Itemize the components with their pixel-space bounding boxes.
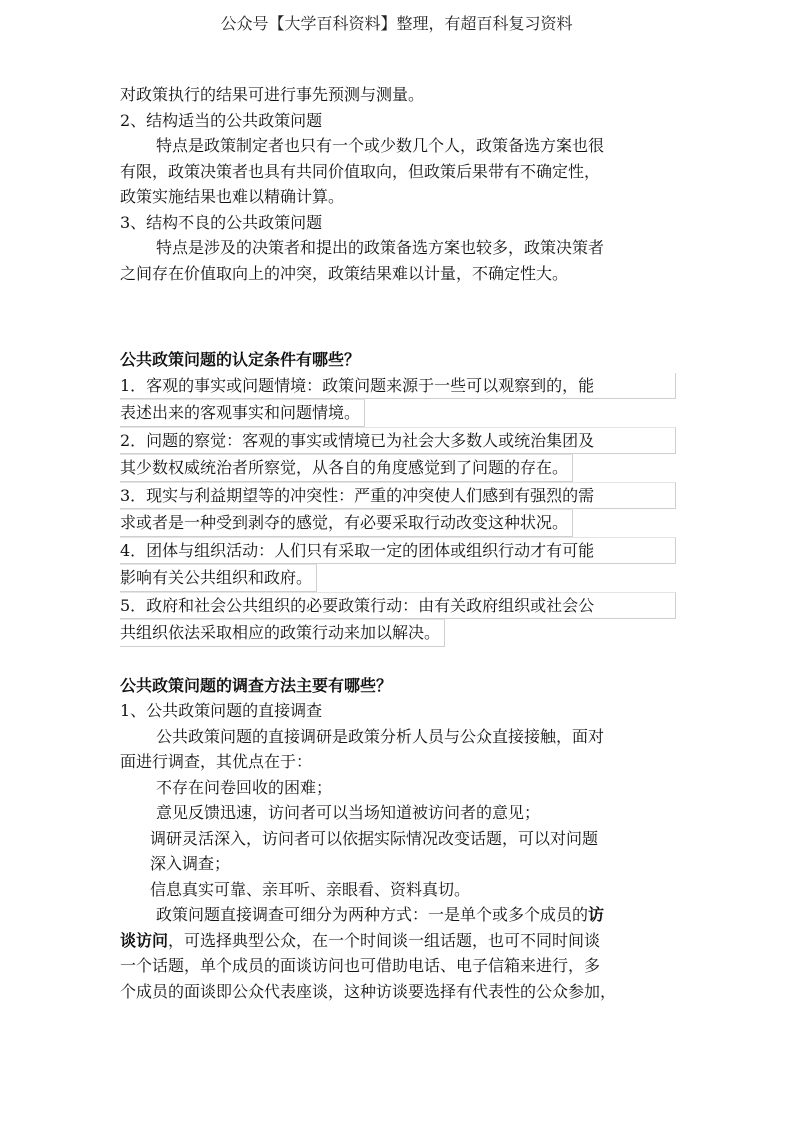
page-header: 公众号【大学百科资料】整理，有超百科复习资料 [220, 14, 573, 33]
paragraph-text: ，可选择典型公众，在一个时间谈一组话题，也可不同时间谈 [168, 930, 601, 950]
paragraph-line: 之间存在价值取向上的冲突，政策结果难以计量，不确定性大。 [120, 263, 569, 283]
paragraph-line: 面进行调查，其优点在于： [120, 752, 313, 771]
paragraph-line [120, 902, 676, 928]
paragraph-line: 对政策执行的结果可进行事先预测与测量。 [120, 85, 425, 104]
paragraph-line [120, 928, 676, 954]
list-item: 调研灵活深入，访问者可以依据实际情况改变话题，可以对问题 [150, 828, 599, 848]
list-item-text: 影响有关公共组织和政府。 [120, 564, 317, 592]
list-item: 1．客观的事实或问题情境：政策问题来源于一些可以观察到的，能 [120, 373, 676, 400]
paragraph-line: 特点是政策制定者也只有一个或少数几个人，政策备选方案也很 [156, 136, 605, 155]
list-item [120, 619, 676, 647]
list-item-text: 共组织依法采取相应的政策行动来加以解决。 [120, 619, 445, 647]
list-item: 3．现实与利益期望等的冲突性：严重的冲突使人们感到有强烈的需 [120, 482, 676, 510]
list-item-text: 表述出来的客观事实和问题情境。 [120, 399, 365, 427]
paragraph-line: 特点是涉及的决策者和提出的政策备选方案也较多，政策决策者 [156, 238, 605, 257]
list-item: 2．问题的察觉：客观的事实或情境已为社会大多数人或统治集团及 [120, 427, 676, 455]
subheading: 1、公共政策问题的直接调查 [120, 701, 323, 720]
section-title: 公共政策问题的认定条件有哪些？ [120, 350, 361, 369]
section-identification-conditions [120, 347, 676, 647]
list-item: 意见反馈迅速，访问者可以当场知道被访问者的意见； [156, 803, 541, 822]
paragraph-line: 政策实施结果也难以精确计算。 [120, 187, 345, 206]
subheading: 3、结构不良的公共政策问题 [120, 212, 323, 232]
list-item [120, 454, 676, 482]
paragraph-line: 个成员的面谈即公众代表座谈，这种访谈要选择有代表性的公众参加， [120, 981, 617, 1001]
paragraph-line: 有限，政策决策者也具有共同价值取向，但政策后果带有不确定性， [120, 161, 601, 181]
paragraph-line: 一个话题，单个成员的面谈访问也可借助电话、电子信箱来进行，多 [120, 956, 601, 975]
bold-term: 访 [588, 905, 605, 924]
subheading: 2、结构适当的公共政策问题 [120, 110, 323, 130]
paragraph-text: 政策问题直接调查可细分为两种方式：一是单个或多个成员的 [156, 905, 589, 924]
list-item [120, 509, 676, 537]
list-item-text: 其少数权威统治者所察觉，从各自的角度感觉到了问题的存在。 [120, 454, 573, 482]
bold-term: 谈访问 [120, 930, 169, 950]
section-problem-structure [120, 82, 676, 286]
list-item: 不存在问卷回收的困难； [156, 777, 333, 797]
list-item-text: 求或者是一种受到剥夺的感觉，有必要采取行动改变这种状况。 [120, 509, 573, 537]
list-item: 4．团体与组织活动：人们只有采取一定的团体或组织行动才有可能 [120, 537, 676, 565]
section-title: 公共政策问题的调查方法主要有哪些？ [120, 675, 393, 695]
list-item: 深入调查； [150, 854, 231, 873]
list-item [120, 399, 676, 427]
paragraph-line: 公共政策问题的直接调研是政策分析人员与公众直接接触，面对 [156, 726, 605, 746]
section-survey-methods [120, 673, 676, 1005]
list-item: 信息真实可靠、亲耳听、亲眼看、资料真切。 [150, 879, 471, 899]
list-item: 5．政府和社会公共组织的必要政策行动：由有关政府组织或社会公 [120, 592, 676, 620]
document-body [120, 82, 676, 1004]
list-item [120, 564, 676, 592]
